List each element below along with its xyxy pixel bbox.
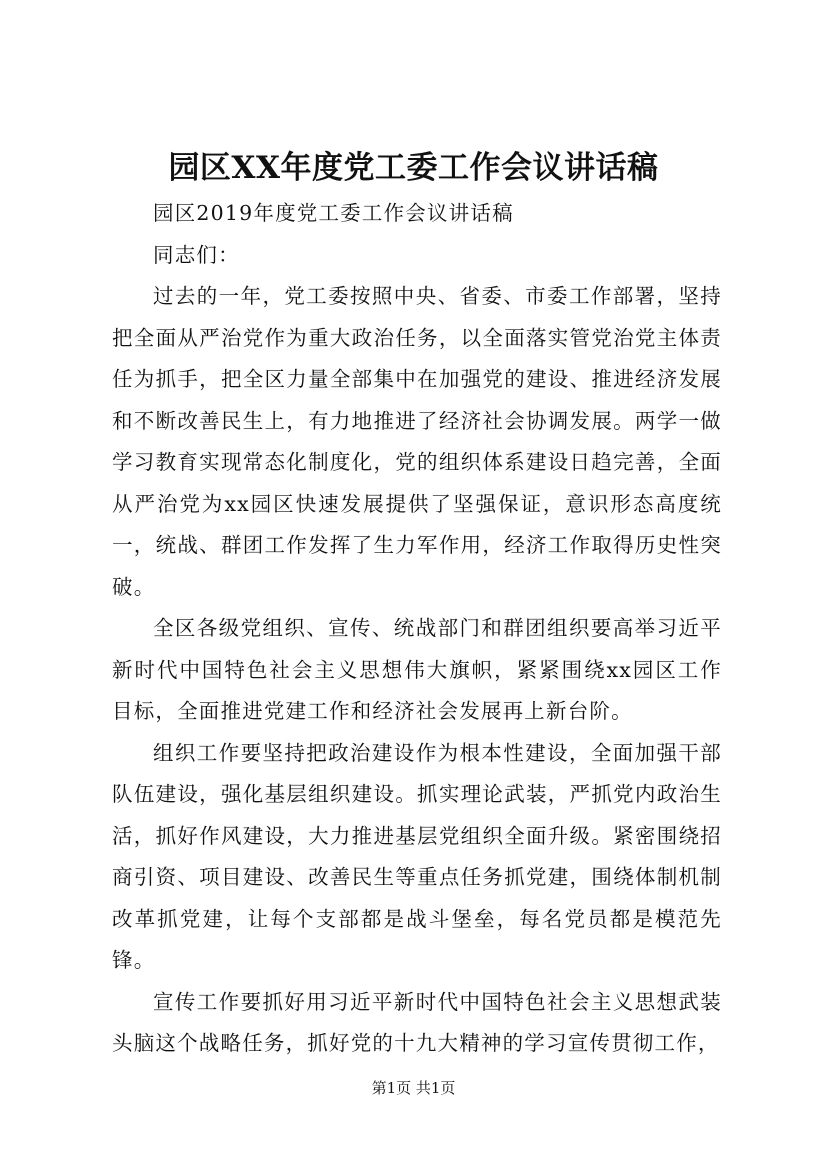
document-body [112, 193, 722, 1065]
body-paragraph: 宣传工作要抓好用习近平新时代中国特色社会主义思想武装头脑这个战略任务，抓好党的十九大精神的学习宣传贯彻工作， [112, 989, 722, 1055]
body-paragraph-subtitle: 园区2019年度党工委工作会议讲话稿 [153, 201, 514, 225]
document-title: 园区XX年度党工委工作会议讲话稿 [168, 150, 659, 186]
page-number-footer: 第1页 共1页 [371, 1079, 456, 1097]
body-paragraph-salutation: 同志们： [153, 242, 240, 267]
body-paragraph: 全区各级党组织、宣传、统战部门和群团组织要高举习近平新时代中国特色社会主义思想伟大旗帜，紧紧围绕xx园区工作目标，全面推进党建工作和经济社会发展再上新台阶。 [112, 616, 722, 723]
body-paragraph: 过去的一年，党工委按照中央、省委、市委工作部署，坚持把全面从严治党作为重大政治任务，以全面落实管党治党主体责任为抓手，把全区力量全部集中在加强党的建设、推进经济发展和不断改善民生上，有力地推进了经济社会协调发展。两学一做学习教育实现常态化制度化，党的组织体系建设日趋完善，全面从严治党为xx园区快速发展提供了坚强保证，意识形态高度统一，统战、群团工作发挥了生力军作用，经济工作取得历史性突破。 [112, 284, 722, 599]
body-paragraph: 组织工作要坚持把政治建设作为根本性建设，全面加强干部队伍建设，强化基层组织建设。抓实理论武装，严抓党内政治生活，抓好作风建设，大力推进基层党组织全面升级。紧密围绕招商引资、项目建设、改善民生等重点任务抓党建，围绕体制机制改革抓党建，让每个支部都是战斗堡垒，每名党员都是模范先锋。 [112, 740, 722, 972]
